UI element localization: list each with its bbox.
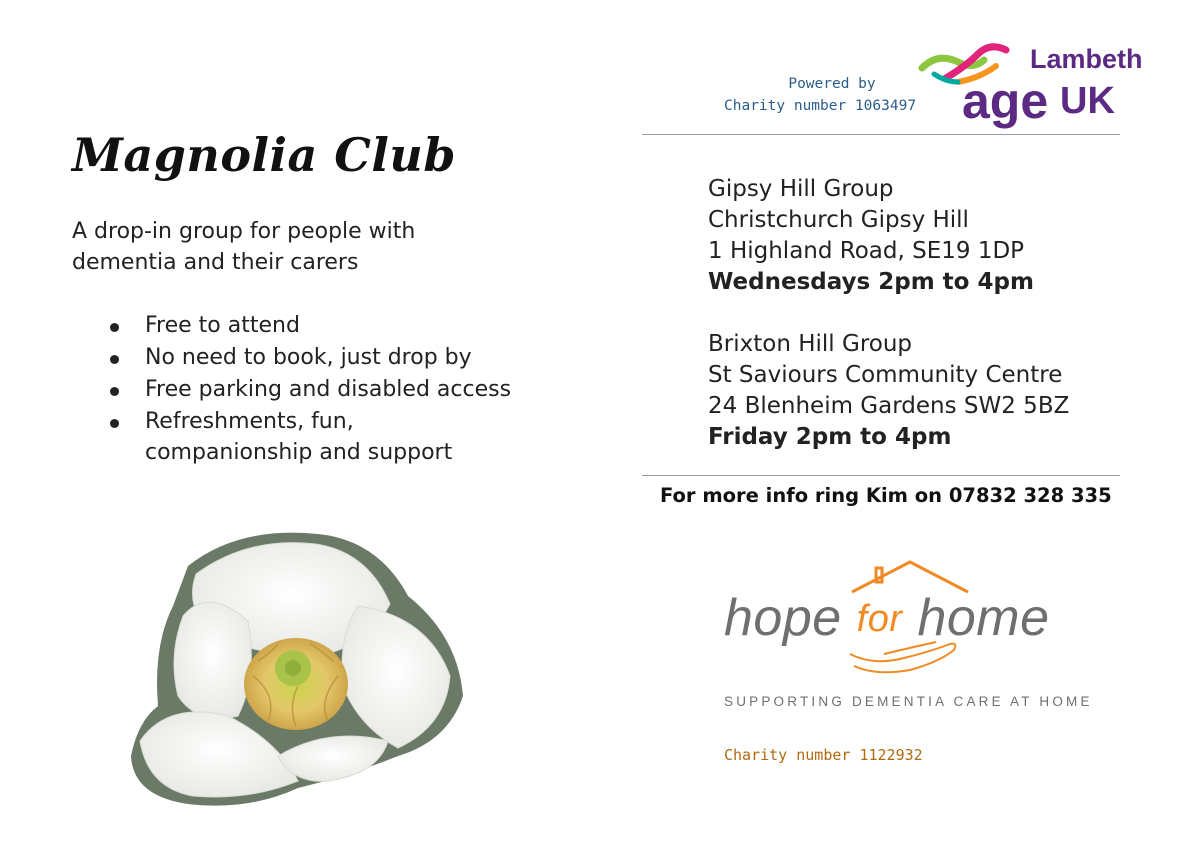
group-name: Brixton Hill Group <box>708 331 913 357</box>
group-address: 1 Highland Road, SE19 1DP <box>708 238 1025 264</box>
powered-by-block <box>724 73 930 117</box>
list-item: No need to book, just drop by <box>108 342 528 373</box>
powered-by-label: Powered by <box>788 76 876 92</box>
list-item: Free parking and disabled access <box>108 374 528 405</box>
bullet-icon <box>110 355 119 364</box>
benefits-list <box>108 310 528 469</box>
bullet-icon <box>110 419 119 428</box>
logo-age-text: age <box>962 73 1049 129</box>
list-item: Refreshments, fun, companionship and support <box>108 406 528 468</box>
age-uk-lambeth-logo <box>918 38 1148 130</box>
group-time: Friday 2pm to 4pm <box>708 424 952 450</box>
list-item: Free to attend <box>108 310 528 341</box>
logo-word-home: home <box>917 589 1050 647</box>
hope-tagline: SUPPORTING DEMENTIA CARE AT HOME <box>724 694 1093 709</box>
bullet-icon <box>110 387 119 396</box>
contact-info: For more info ring Kim on 07832 328 335 <box>660 484 1112 507</box>
page-title: Magnolia Club <box>72 128 456 182</box>
charity-number-hope: Charity number 1122932 <box>724 746 923 764</box>
bullet-icon <box>110 323 119 332</box>
group-address: 24 Blenheim Gardens SW2 5BZ <box>708 393 1070 419</box>
group-venue: St Saviours Community Centre <box>708 362 1063 388</box>
logo-region-text: Lambeth <box>1030 44 1143 74</box>
charity-number-ageuk: Charity number 1063497 <box>724 98 917 114</box>
logo-word-hope: hope <box>724 589 842 647</box>
group-venue: Christchurch Gipsy Hill <box>708 207 969 233</box>
magnolia-flower-image <box>128 526 468 811</box>
logo-word-for: for <box>856 598 903 640</box>
divider-bottom <box>642 475 1120 476</box>
logo-uk-text: UK <box>1060 80 1115 122</box>
group-time: Wednesdays 2pm to 4pm <box>708 269 1034 295</box>
intro-text: A drop-in group for people with dementia and their carers <box>72 219 416 275</box>
groups-block <box>708 174 1128 453</box>
hope-for-home-logo <box>724 558 1104 683</box>
divider-top <box>642 134 1120 135</box>
group-name: Gipsy Hill Group <box>708 176 894 202</box>
